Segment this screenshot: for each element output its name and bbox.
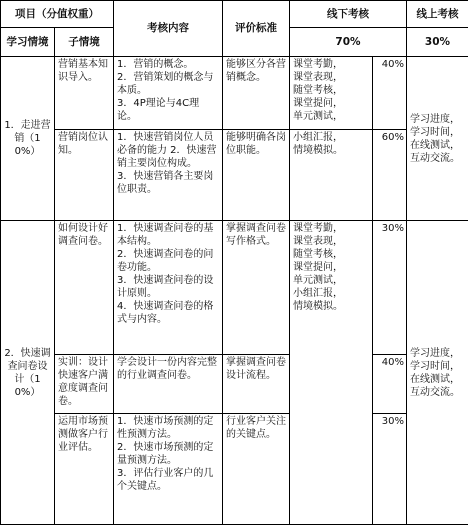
method-line: 情境模拟。	[293, 301, 343, 312]
header-online: 线上考核	[407, 1, 468, 28]
sub-context: 营销岗位认知。	[55, 130, 114, 221]
study-context-2: 2．快速调查问卷设计（10%）	[1, 221, 55, 525]
content-line: 学会设计一份内容完整的行业调查问卷。	[117, 357, 217, 381]
weight-pct: 40%	[373, 57, 407, 130]
weight-pct: 30%	[373, 414, 407, 525]
header-sub: 子情境	[55, 28, 114, 57]
content-cell	[114, 221, 223, 355]
method-line: 课堂考勤，	[293, 59, 343, 70]
weight-pct: 60%	[373, 130, 407, 221]
methods-cell	[290, 221, 373, 525]
header-offline-pct: 70%	[290, 28, 407, 57]
sub-context: 营销基本知识导入。	[55, 57, 114, 130]
content-line: 1．营销的概念。	[117, 59, 194, 70]
content-line: 1．快速调查问卷的基本结构。	[117, 223, 214, 247]
online-line: 互动交流。	[410, 386, 460, 398]
content-line: 1．快速营销岗位人员必备的能力 2．快速营销主要岗位构成。	[117, 132, 217, 169]
criteria-cell: 行业客户关注的关键点。	[223, 414, 290, 525]
method-line: 课堂表现，	[293, 236, 343, 247]
method-line: 随堂考核，	[293, 85, 343, 96]
online-cell-2	[407, 221, 468, 525]
content-line: 3．快速调查问卷的设计原则。	[117, 275, 214, 299]
content-line: 1．快速市场预测的定性预测方法。	[117, 416, 214, 440]
method-line: 小组汇报，	[293, 288, 343, 299]
online-line: 在线测试，	[410, 139, 460, 151]
study-context-1: 1．走进营销（10%）	[1, 57, 55, 221]
sub-context: 实训：设计快速客户满意度调查问卷。	[55, 355, 114, 414]
header-online-pct: 30%	[407, 28, 468, 57]
content-line: 3．4P理论与4C理论。	[117, 98, 200, 122]
method-line: 情境模拟。	[293, 145, 343, 156]
online-line: 学习进度，	[410, 113, 460, 125]
method-line: 随堂考核，	[293, 249, 343, 260]
header-study: 学习情境	[1, 28, 55, 57]
content-line: 2．营销策划的概念与本质。	[117, 72, 214, 96]
content-cell	[114, 355, 223, 414]
content-line: 3．快速营销各主要岗位职责。	[117, 171, 214, 195]
header-criteria: 评价标准	[223, 1, 290, 57]
online-line: 学习时间，	[410, 126, 460, 138]
criteria-cell: 能够区分各营销概念。	[223, 57, 290, 130]
method-line: 小组汇报，	[293, 132, 343, 143]
online-line: 学习进度，	[410, 347, 460, 359]
method-line: 课堂提问，	[293, 262, 343, 273]
sub-context: 如何设计好调查问卷。	[55, 221, 114, 355]
methods-cell	[290, 130, 373, 221]
online-line: 在线测试，	[410, 373, 460, 385]
content-line: 2．快速调查问卷的问卷功能。	[117, 249, 214, 273]
methods-cell	[290, 57, 373, 130]
online-line: 互动交流。	[410, 152, 460, 164]
method-line: 课堂提问，	[293, 98, 343, 109]
method-line: 课堂考勤，	[293, 223, 343, 234]
online-cell-1	[407, 57, 468, 221]
criteria-cell: 能够明确各岗位职能。	[223, 130, 290, 221]
online-line: 学习时间，	[410, 360, 460, 372]
method-line: 单元测试，	[293, 111, 343, 122]
method-line: 单元测试，	[293, 275, 343, 286]
content-line: 3．评估行业客户的几个关键点。	[117, 468, 214, 492]
content-cell	[114, 414, 223, 525]
content-line: 4．快速调查问卷的格式与内容。	[117, 301, 214, 325]
header-offline: 线下考核	[290, 1, 407, 28]
criteria-cell: 掌握调查问卷设计流程。	[223, 355, 290, 414]
content-cell	[114, 57, 223, 130]
sub-context: 运用市场预测做客户行业评估。	[55, 414, 114, 525]
weight-pct: 30%	[373, 221, 407, 355]
content-cell	[114, 130, 223, 221]
weight-pct: 40%	[373, 355, 407, 414]
method-line: 课堂表现，	[293, 72, 343, 83]
criteria-cell: 掌握调查问卷写作格式。	[223, 221, 290, 355]
header-project: 项目（分值权重）	[1, 1, 114, 28]
header-content: 考核内容	[114, 1, 223, 57]
content-line: 2．快速市场预测的定量预测方法。	[117, 442, 214, 466]
